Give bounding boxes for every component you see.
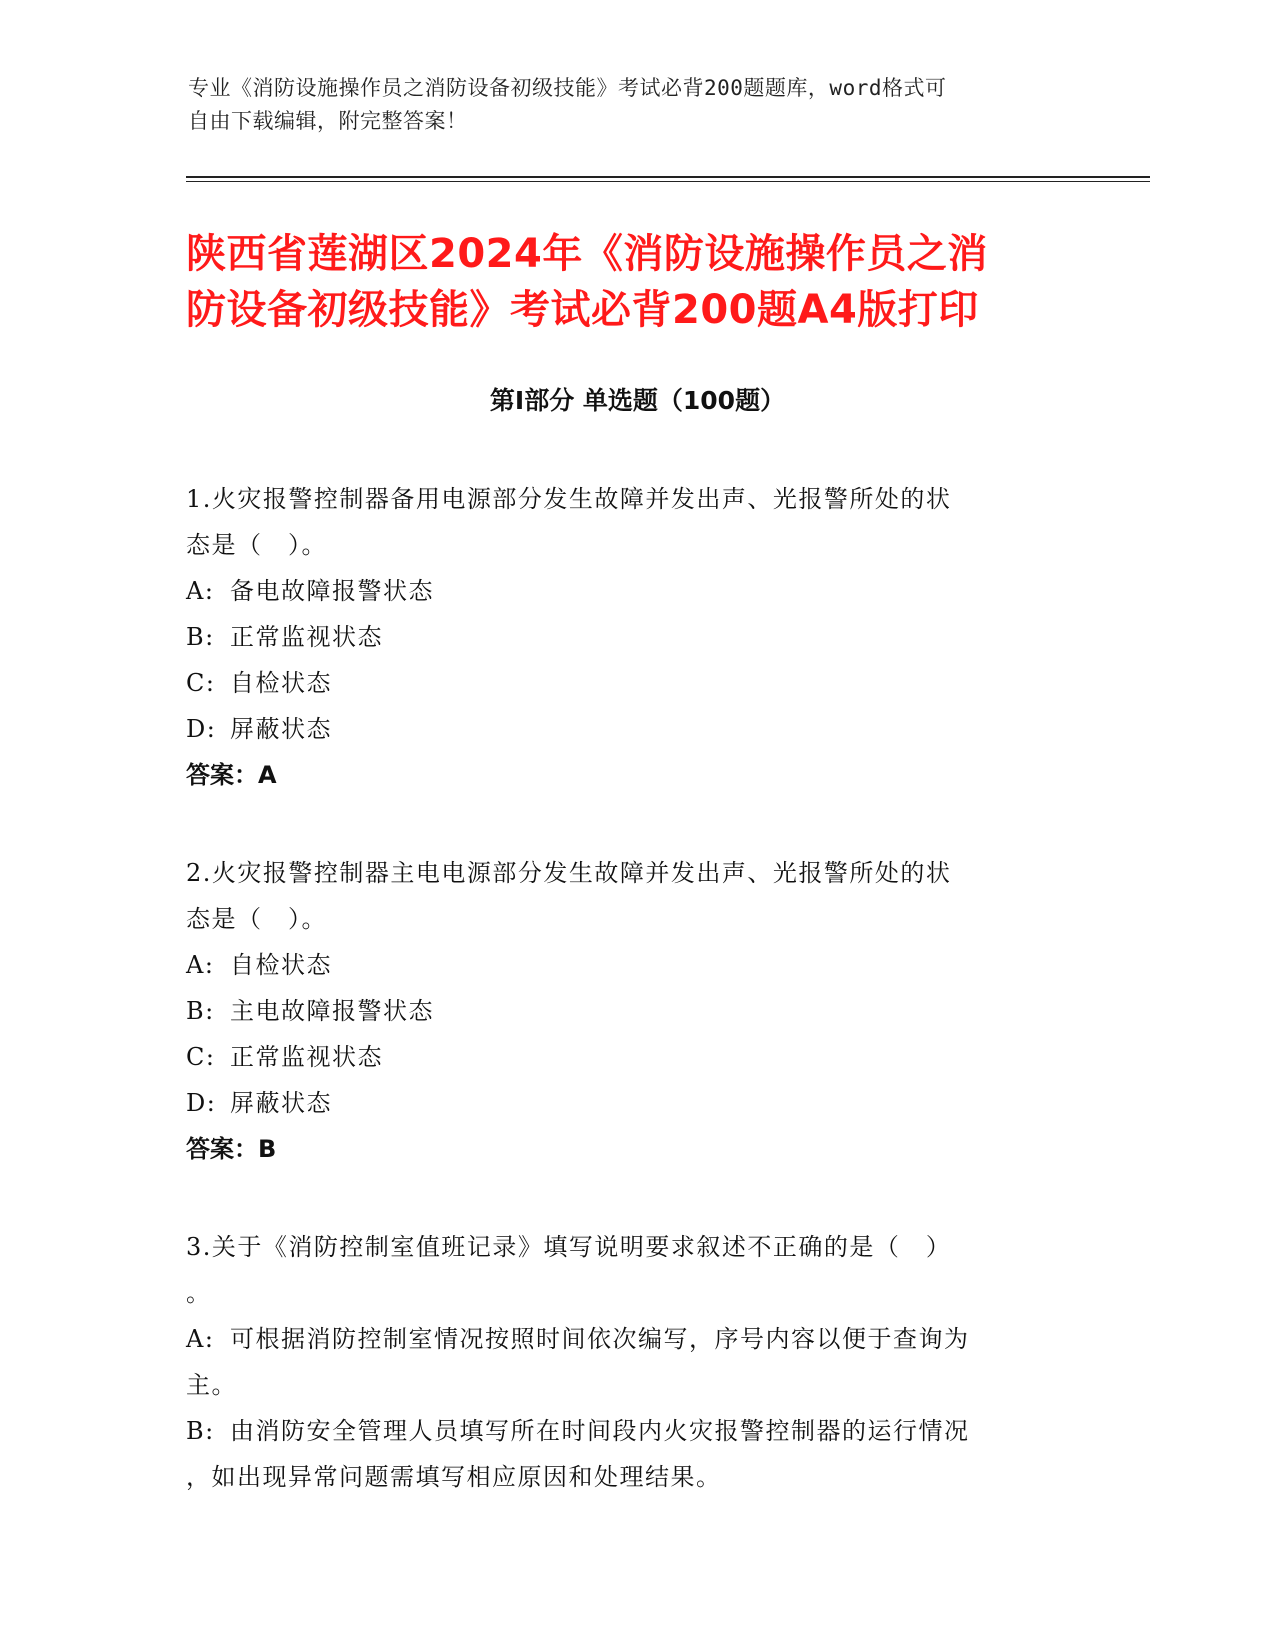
header-note-line-2: 自由下载编辑，附完整答案！ <box>188 109 468 133</box>
option-c <box>186 660 1076 706</box>
option-text: 备电故障报警状态 <box>230 577 434 605</box>
document-title-line-2: 防设备初级技能》考试必背200题A4版打印 <box>186 287 979 333</box>
question-item <box>186 1224 1076 1500</box>
question-stem-line: 。 <box>186 1279 212 1307</box>
question-item <box>186 476 1076 798</box>
document-title <box>186 226 1106 338</box>
option-continuation: 主。 <box>186 1371 237 1399</box>
option-letter: D: <box>186 715 217 743</box>
question-stem-line: 态是（ ）。 <box>186 905 327 933</box>
option-letter: A: <box>186 1325 215 1353</box>
header-divider-thick <box>186 176 1150 178</box>
option-letter: C: <box>186 1043 216 1071</box>
question-stem-line: 2.火灾报警控制器主电电源部分发生故障并发出声、光报警所处的状 <box>186 859 952 887</box>
option-text: 屏蔽状态 <box>230 715 332 743</box>
option-continuation: ，如出现异常问题需填写相应原因和处理结果。 <box>186 1463 722 1491</box>
option-letter: A: <box>186 951 215 979</box>
option-letter: D: <box>186 1089 217 1117</box>
question-stem-line: 1.火灾报警控制器备用电源部分发生故障并发出声、光报警所处的状 <box>186 485 952 513</box>
option-text: 可根据消防控制室情况按照时间依次编写，序号内容以便于查询为 <box>230 1325 970 1353</box>
option-d <box>186 1080 1076 1126</box>
option-letter: C: <box>186 669 216 697</box>
option-a <box>186 568 1076 614</box>
answer-label: 答案：A <box>186 761 277 789</box>
option-d <box>186 706 1076 752</box>
option-a <box>186 1316 1076 1362</box>
option-letter: A: <box>186 577 215 605</box>
option-a <box>186 942 1076 988</box>
option-text: 主电故障报警状态 <box>230 997 434 1025</box>
answer-label: 答案：B <box>186 1135 277 1163</box>
option-letter: B: <box>186 997 215 1025</box>
option-b <box>186 614 1076 660</box>
question-item <box>186 850 1076 1172</box>
option-b <box>186 1408 1076 1454</box>
header-divider-thin <box>186 181 1150 182</box>
question-stem-line: 3.关于《消防控制室值班记录》填写说明要求叙述不正确的是（ ） <box>186 1233 952 1261</box>
option-letter: B: <box>186 623 215 651</box>
option-text: 正常监视状态 <box>230 1043 383 1071</box>
option-text: 正常监视状态 <box>230 623 383 651</box>
header-note-line-1: 专业《消防设施操作员之消防设备初级技能》考试必背200题题库，word格式可 <box>188 76 947 100</box>
option-b <box>186 988 1076 1034</box>
question-stem-line: 态是（ ）。 <box>186 531 327 559</box>
option-text: 屏蔽状态 <box>230 1089 332 1117</box>
section-heading: 第I部分 单选题（100题） <box>489 386 786 415</box>
option-c <box>186 1034 1076 1080</box>
option-letter: B: <box>186 1417 215 1445</box>
option-text: 由消防安全管理人员填写所在时间段内火灾报警控制器的运行情况 <box>230 1417 970 1445</box>
option-text: 自检状态 <box>230 669 332 697</box>
question-list <box>186 476 1076 1552</box>
header-note <box>188 72 1088 138</box>
document-title-line-1: 陕西省莲湖区2024年《消防设施操作员之消 <box>186 231 988 277</box>
option-text: 自检状态 <box>230 951 332 979</box>
